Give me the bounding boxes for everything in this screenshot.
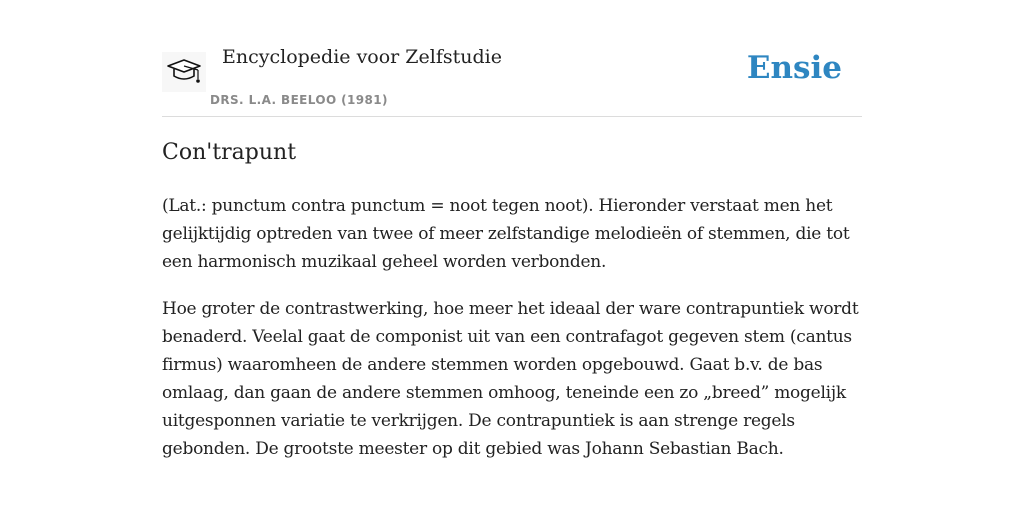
entry-title: Con'trapunt: [162, 140, 297, 165]
graduation-cap-icon[interactable]: [162, 52, 206, 92]
author-label: DRS. L.A. BEELOO (1981): [210, 93, 388, 107]
paragraph: Hoe groter de contrastwerking, hoe meer het ideaal der ware contrapuntiek wordt benaderd. Veelal gaat de componist uit van een contrafagot gegeven stem (cantus firmus) waaromheen de andere stemmen worden opgebouwd. Gaat b.v. de bas omlaag, dan gaan de andere stemmen omhoog, teneinde een zo „breed” mogelijk uitgesponnen variatie te verkrijgen. De contrapuntiek is aan strenge regels gebonden. De grootste meester op dit gebied was Johann Sebastian Bach.: [162, 299, 859, 459]
book-title[interactable]: Encyclopedie voor Zelfstudie: [222, 46, 502, 68]
entry-content: [162, 192, 862, 482]
paragraph: (Lat.: punctum contra punctum = noot tegen noot). Hieronder verstaat men het gelijktijdig optreden van twee of meer zelfstandige melodieën of stemmen, die tot een harmonisch muzikaal geheel worden verbonden.: [162, 196, 850, 272]
header: [162, 38, 862, 117]
brand-logo[interactable]: Ensie: [746, 50, 842, 86]
